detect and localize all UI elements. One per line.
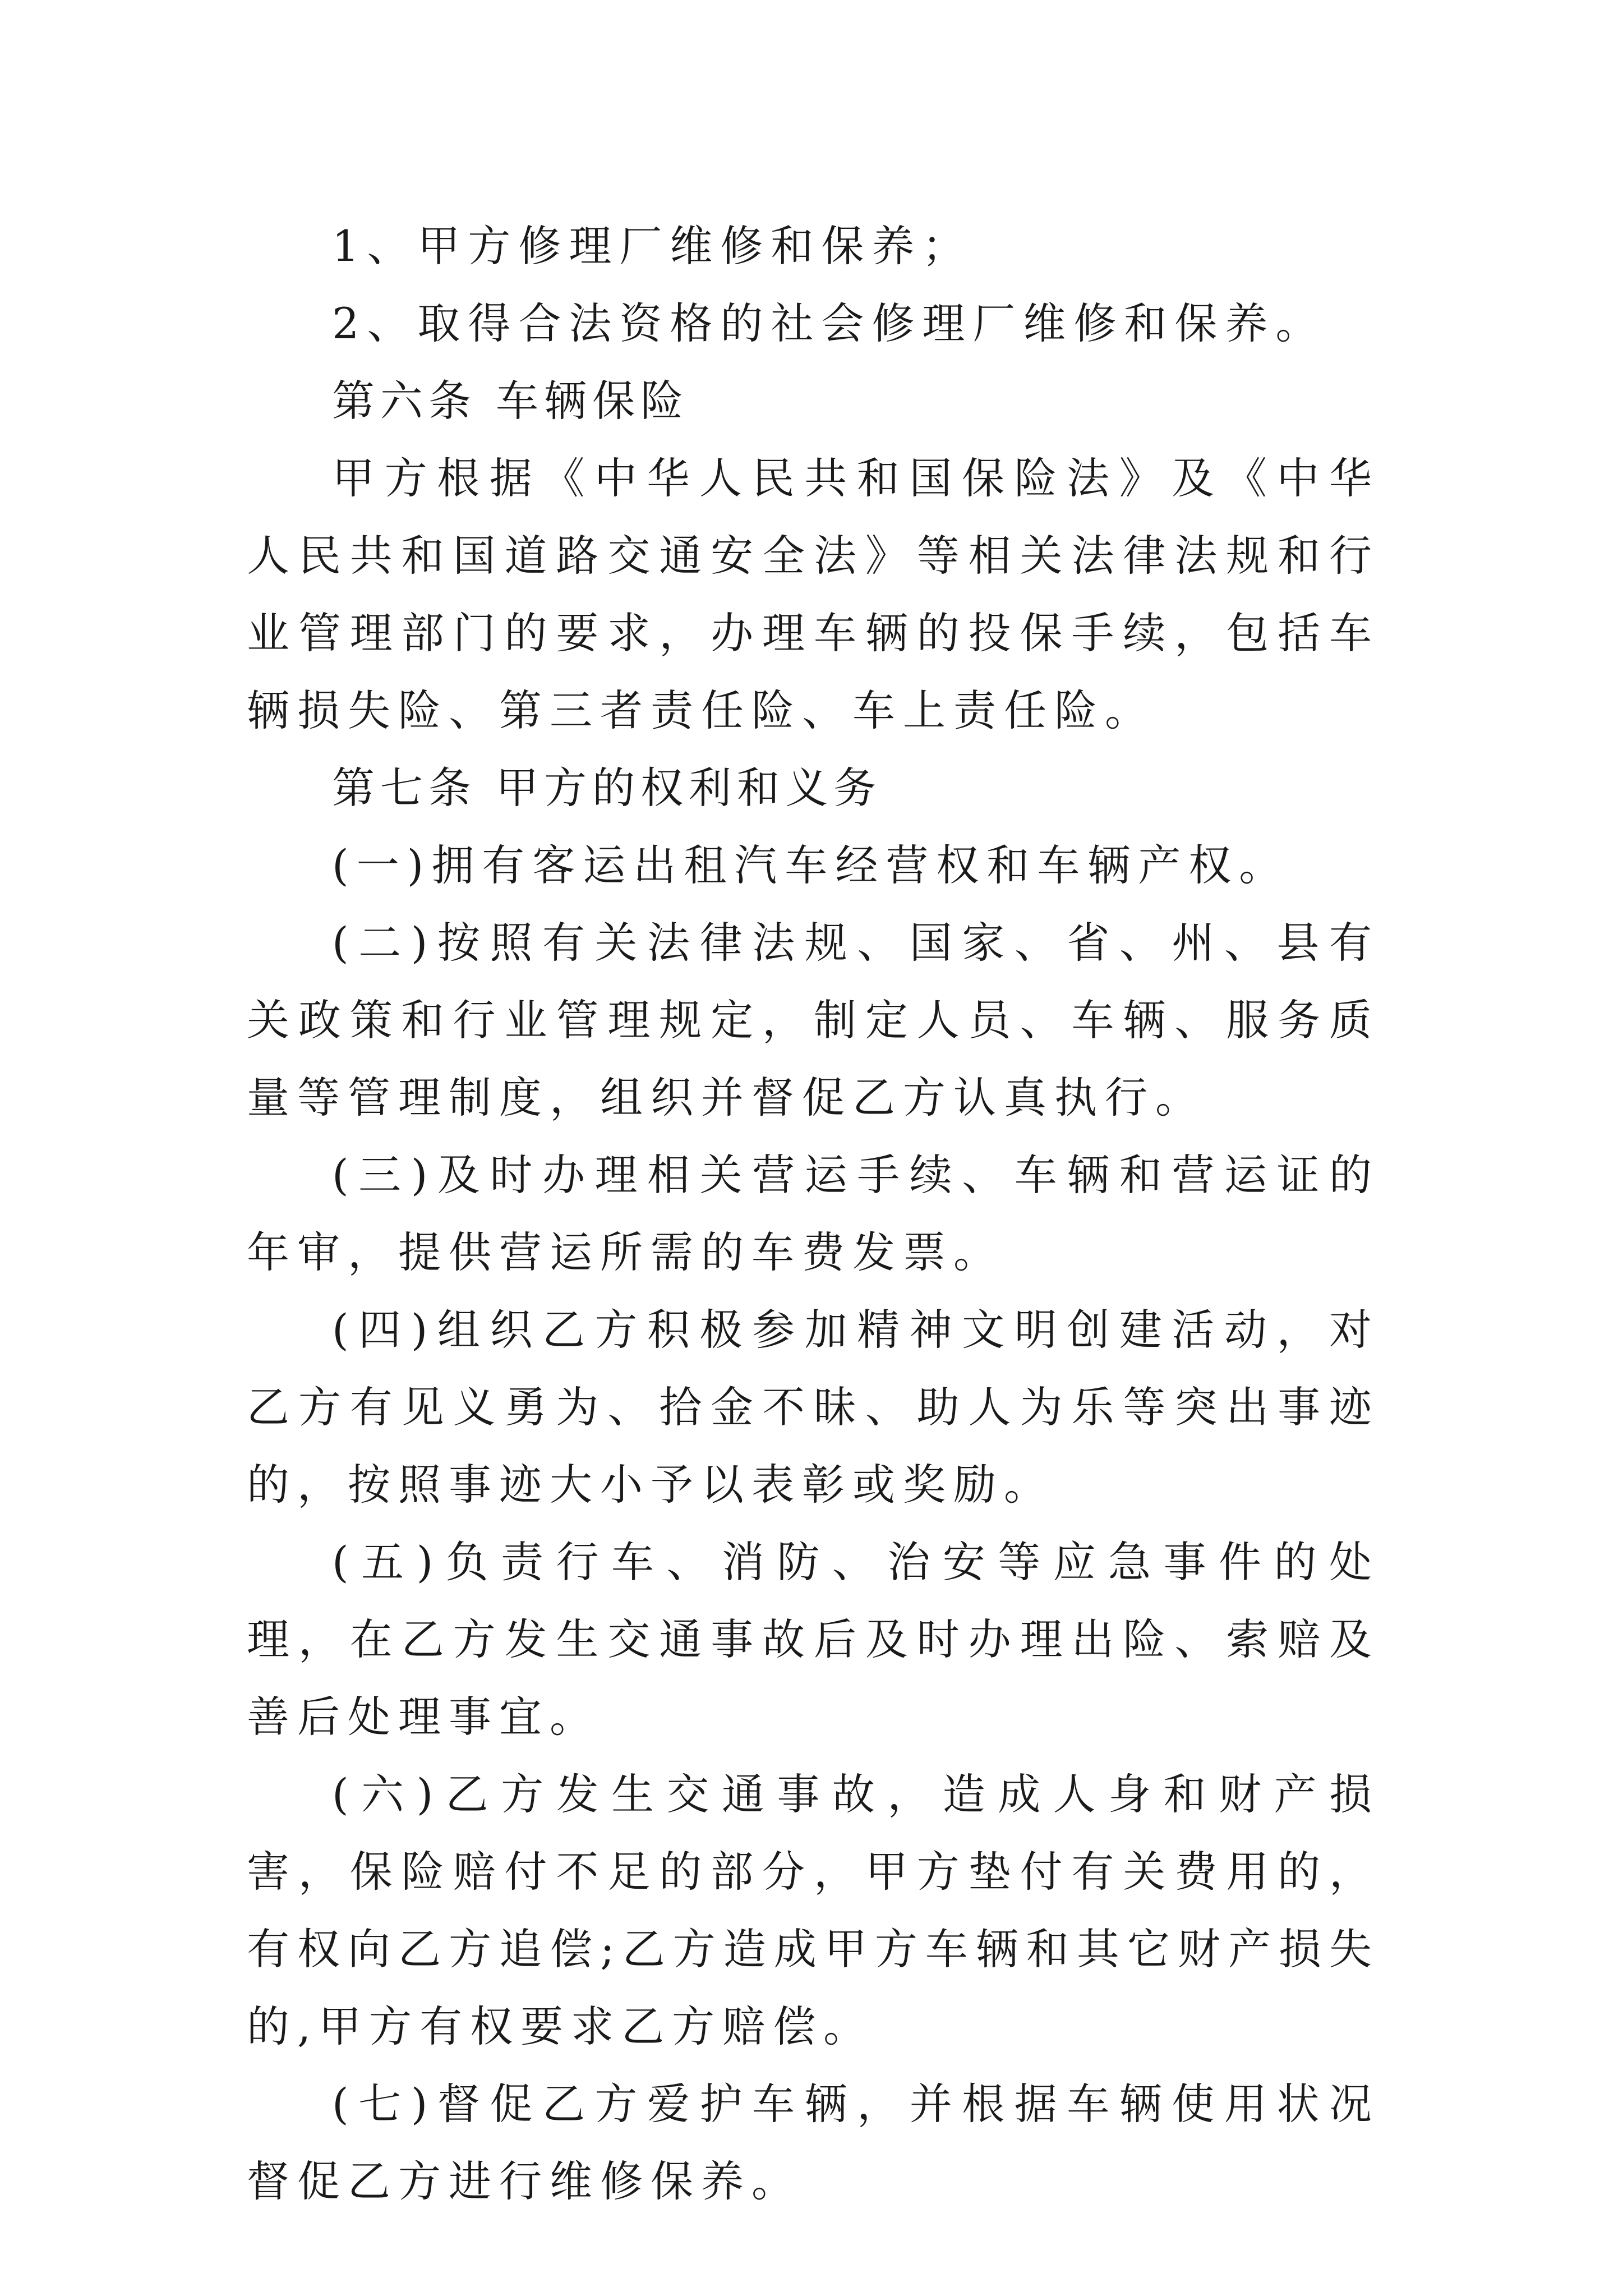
article-7-item-3: (三)及时办理相关营运手续、车辆和营运证的年审，提供营运所需的车费发票。 [247, 1150, 1380, 1277]
list-item-2: 2、取得合法资格的社会修理厂维修和保养。 [332, 298, 1326, 348]
article-7-item-2: (二)按照有关法律法规、国家、省、州、县有关政策和行业管理规定，制定人员、车辆、服务质量等管理制度，组织并督促乙方认真执行。 [247, 918, 1380, 1122]
article-7-item-6: (六)乙方发生交通事故，造成人身和财产损害，保险赔付不足的部分，甲方垫付有关费用的，有权向乙方追偿;乙方造成甲方车辆和其它财产损失的,甲方有权要求乙方赔偿。 [247, 1769, 1380, 2051]
article-7-item-5: (五)负责行车、消防、治安等应急事件的处理，在乙方发生交通事故后及时办理出险、索赔及善后处理事宜。 [247, 1537, 1380, 1742]
article-6-body: 甲方根据《中华人民共和国保险法》及《中华人民共和国道路交通安全法》等相关法律法规和行业管理部门的要求，办理车辆的投保手续，包括车辆损失险、第三者责任险、车上责任险。 [247, 453, 1380, 735]
article-6-heading: 第六条 车辆保险 [332, 376, 689, 426]
list-item-1: 1、甲方修理厂维修和保养； [332, 221, 973, 271]
article-7-heading: 第七条 甲方的权利和义务 [332, 763, 882, 813]
article-7-item-7: (七)督促乙方爱护车辆，并根据车辆使用状况督促乙方进行维修保养。 [247, 2079, 1380, 2206]
document-page [247, 208, 1380, 2220]
article-7-item-1: (一)拥有客运出租汽车经营权和车辆产权。 [332, 840, 1290, 890]
article-7-item-4: (四)组织乙方积极参加精神文明创建活动，对乙方有见义勇为、拾金不昧、助人为乐等突出事迹的，按照事迹大小予以表彰或奖励。 [247, 1305, 1380, 1510]
